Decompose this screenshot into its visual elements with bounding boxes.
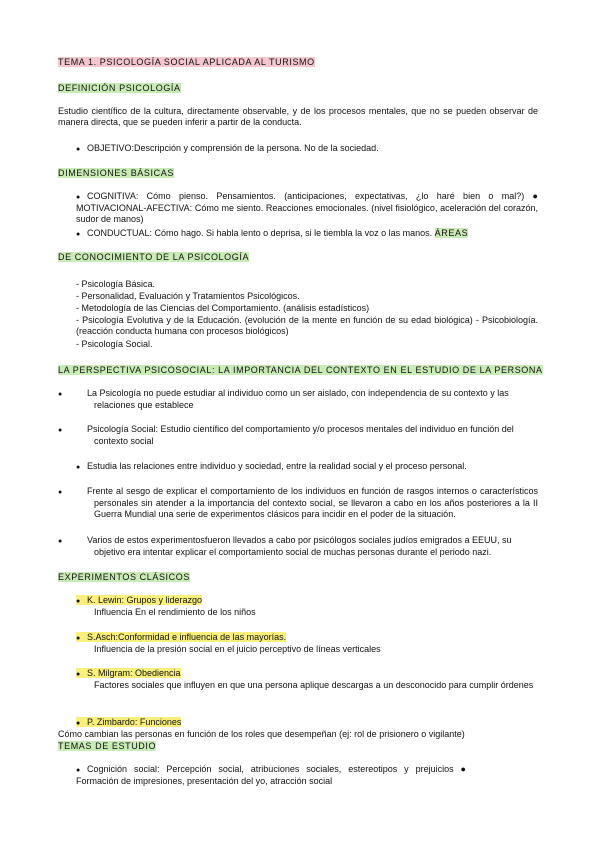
experiment-description: Influencia de la presión social en el juicio perceptivo de líneas verticales	[94, 644, 381, 654]
bullet-icon: ●	[76, 767, 81, 774]
bullet-icon: ●	[76, 671, 81, 678]
perspectiva-bullet: ● Frente al sesgo de explicar el comportamiento de los individuos en función de rasgos internos o característicos personales sin atender a la importancia del contexto social, se llevaron a cabo en los años posteriores a la II Guerra Mundial una serie de experimentos clásicos para incidir en el poder de la situación.	[58, 486, 538, 519]
experiment-title: ● S.Asch:Conformidad e influencia de las mayorías.	[76, 632, 287, 642]
section-heading-dimensiones: DIMENSIONES BÁSICAS	[58, 168, 174, 178]
bullet-icon: ●	[58, 427, 63, 434]
perspectiva-bullet: ● Psicología Social: Estudio científico del comportamiento y/o procesos mentales del individuo en función del contexto social	[58, 424, 514, 446]
bullet-icon: ●	[76, 231, 81, 238]
section-heading-definicion: DEFINICIÓN PSICOLOGÍA	[58, 83, 181, 93]
bullet-icon: ●	[76, 635, 81, 642]
area-item: - Metodología de las Ciencias del Comportamiento. (análisis estadísticos)	[76, 303, 370, 313]
experiment-title: ● P. Zimbardo: Funciones	[76, 717, 182, 727]
area-item: - Psicología Social.	[76, 339, 153, 349]
section-heading-temas: TEMAS DE ESTUDIO	[58, 741, 157, 751]
bullet-icon: ●	[76, 598, 81, 605]
temas-text: ● Cognición social: Percepción social, atribuciones sociales, estereotipos y prejuicios ● Formación de impresiones, presentación del yo, atracción social	[76, 764, 466, 786]
perspectiva-bullet: ● Varios de estos experimentosfueron llevados a cabo por psicólogos sociales judíos emigrados a EEUU, su objetivo era intentar explicar el comportamiento social de muchas personas durante el periodo nazi.	[58, 535, 512, 557]
bullet-icon: ●	[76, 720, 81, 727]
area-item: - Psicología Básica.	[76, 279, 156, 289]
section-heading-experimentos: EXPERIMENTOS CLÁSICOS	[58, 572, 190, 582]
bullet-icon: ●	[76, 194, 81, 201]
areas-label: ÁREAS	[434, 228, 469, 238]
area-item: - Psicología Evolutiva y de la Educación. (evolución de la mente en función de su edad biológica) - Psicobiología. (reacción conducta humana con procesos biológicos)	[76, 315, 538, 336]
area-item: - Personalidad, Evaluación y Tratamientos Psicológicos.	[76, 291, 300, 301]
experiment-title: ● S. Milgram: Obediencia	[76, 668, 181, 678]
bullet-icon: ●	[76, 146, 81, 153]
bullet-icon: ●	[58, 538, 63, 545]
section-heading-areas: DE CONOCIMIENTO DE LA PSICOLOGÍA	[58, 252, 250, 262]
bullet-icon: ●	[58, 489, 63, 496]
objetivo-item: ● OBJETIVO:Descripción y comprensión de la persona. No de la sociedad.	[76, 143, 379, 153]
experiment-description: Factores sociales que influyen en que una persona aplique descargas a un desconocido para cumplir órdenes	[94, 680, 534, 690]
experiment-description: Cómo cambian las personas en función de los roles que desempeñan (ej: rol de prisionero o vigilante)	[58, 729, 465, 739]
definicion-text: Estudio científico de la cultura, directamente observable, y de los procesos mentales, que no se pueden observar de manera directa, que se pueden inferir a partir de la conducta.	[58, 106, 538, 127]
section-heading-perspectiva: LA PERSPECTIVA PSICOSOCIAL: LA IMPORTANCIA DEL CONTEXTO EN EL ESTUDIO DE LA PERSONA	[58, 365, 543, 375]
bullet-icon: ●	[58, 391, 63, 398]
experiment-title: ● K. Lewin: Grupos y liderazgo	[76, 595, 203, 605]
perspectiva-bullet: ● Estudia las relaciones entre individuo y sociedad, entre la realidad social y el proceso personal.	[76, 461, 467, 471]
bullet-icon: ●	[76, 464, 81, 471]
dimension-conductual: ● CONDUCTUAL: Cómo hago. Si habla lento o deprisa, si le tiembla la voz o las manos. ÁREAS	[76, 228, 469, 238]
perspectiva-bullet: ● La Psicología no puede estudiar al individuo como un ser aislado, con independencia de su contexto y las relaciones que establece	[58, 388, 509, 410]
experiment-description: Influencia En el rendimiento de los niños	[94, 607, 256, 617]
document-title: TEMA 1. PSICOLOGÍA SOCIAL APLICADA AL TURISMO	[58, 57, 315, 67]
dimension-cognitiva: ● COGNITIVA: Cómo pienso. Pensamientos. (anticipaciones, expectativas, ¿lo haré bien o mal?) ● MOTIVACIONAL-AFECTIVA: Cómo me siento. Reacciones emocionales. (nivel fisiológico, aceleración del corazón, sudor de manos)	[76, 191, 538, 224]
